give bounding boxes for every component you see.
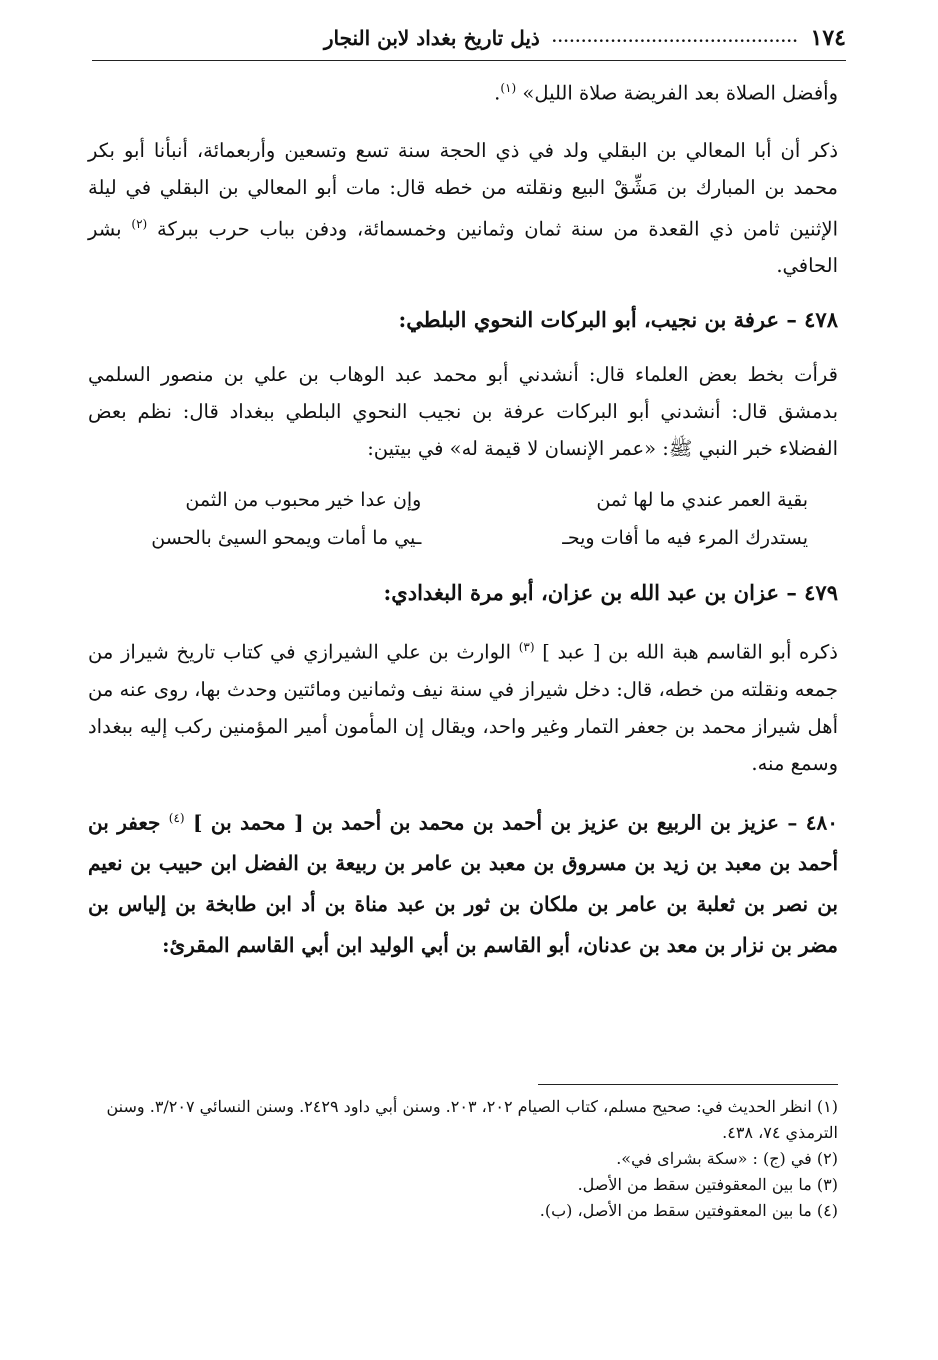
- entry-title: عزيز بن الربيع بن عزيز بن أحمد بن محمد بن أحمد بن [ محمد بن ]: [193, 810, 779, 835]
- entry-479-heading: [88, 573, 838, 613]
- footnote-ref-1: (١): [500, 81, 517, 95]
- hemistich-second: ـيي ما أمات ويمحو السيئ بالحسن: [151, 527, 422, 549]
- entry-title: عرفة بن نجيب، أبو البركات النحوي البلطي:: [398, 307, 780, 332]
- paragraph-continuation: وأفضل الصلاة بعد الفريضة صلاة الليل» $^{(١)}$.: [494, 81, 838, 105]
- entry-lineage: جعفر بن أحمد بن معبد بن زيد بن مسروق بن معبد بن عامر بن ربيعة بن الفضل ابن حبيب بن نعيم بن نصر بن ثعلبة بن عامر بن ملكان بن ثور بن عبد مناة بن أد ابن طابخة بن إلياس بن مضر بن نزار بن معد بن عدنان، أبو القاسم بن أبي الوليد ابن أبي القاسم المقرئ:: [88, 810, 838, 958]
- footnote-rule: [538, 1084, 838, 1085]
- entry-478-heading: [88, 300, 838, 340]
- paragraph-entry-478: قرأت بخط بعض العلماء قال: أنشدني أبو محمد عبد الوهاب بن علي بن منصور السلمي بدمشق قال: أنشدني أبو البركات عرفة بن نجيب النحوي البلطي ببغداد قال: نظم بعض الفضلاء خبر النبي ﷺ: «عمر الإنسان لا قيمة له» في بيتين:: [88, 363, 838, 460]
- footnote-3: (٣) ما بين المعقوفتين سقط من الأصل.: [577, 1175, 838, 1194]
- running-title: ذيل تاريخ بغداد لابن النجار: [323, 26, 540, 50]
- footnote-1: (١) انظر الحديث في: صحيح مسلم، كتاب الصيام ٢٠٢، ٢٠٣. وسنن أبي داود ٢٤٢٩. وسنن النسائي ٣/٢٠٧. وسنن الترمذي ٧٤، ٤٣٨.: [106, 1097, 838, 1142]
- footnote-2: (٢) في (ج) : «سكة بشراى في».: [616, 1149, 838, 1168]
- page-number: ١٧٤: [810, 25, 846, 51]
- footnote-4: (٤) ما بين المعقوفتين سقط من الأصل، (ب).: [539, 1201, 838, 1220]
- poem: [92, 481, 808, 557]
- verse-2: [92, 519, 808, 557]
- hemistich-second: وإن عدا خير محبوب من الثمن: [185, 489, 422, 511]
- paragraph-ibn-albaqli: ذكر أن أبا المعالي بن البقلي ولد في ذي الحجة سنة تسع وتسعين وأربعمائة، أنبأنا أبو بكر محمد بن المبارك بن مَشِّقْ البيع ونقلته من خطه قال: مات أبو المعالي بن البقلي في ليلة الإثنين ثامن ذي القعدة من سنة ثمان وثمانين وخمسمائة، ودفن بباب حرب ببركة $^{(٢)}$ بشر الحافي.: [88, 138, 839, 277]
- entry-number: ٤٨٠ –: [787, 810, 838, 835]
- running-header: [92, 22, 846, 54]
- entry-number: ٤٧٨ –: [786, 307, 838, 332]
- entry-title: عزان بن عبد الله بن عزان، أبو مرة البغدادي:: [383, 580, 780, 605]
- header-dot-leader: ..........................................: [551, 30, 799, 46]
- entry-480-heading: [88, 798, 838, 967]
- verse-1: [92, 481, 808, 519]
- main-text: [88, 70, 838, 966]
- footnote-ref-3: (٣): [518, 640, 535, 654]
- footnotes: [88, 1094, 838, 1224]
- paragraph-entry-479: ذكره أبو القاسم هبة الله بن [ عبد ] $^{(٣)}$ الوارث بن علي الشيرازي في كتاب تاريخ شيراز من جمعه ونقلته من خطه، قال: دخل شيراز في سنة نيف وثمانين ومائتين وحدث بها، روى عنه من أهل شيراز محمد بن جعفر التمار وغير واحد، ويقال إن المأمون أمير المؤمنين ركب إليه ببغداد وسمع منه.: [88, 640, 838, 775]
- hemistich-first: يستدرك المرء فيه ما أفات ويحـ: [562, 527, 808, 549]
- footnote-ref-4: (٤): [168, 810, 185, 825]
- footnote-ref-2: (٢): [131, 216, 148, 231]
- hemistich-first: بقية العمر عندي ما لها ثمن: [596, 489, 808, 511]
- entry-number: ٤٧٩ –: [786, 580, 838, 605]
- header-rule: [92, 60, 846, 61]
